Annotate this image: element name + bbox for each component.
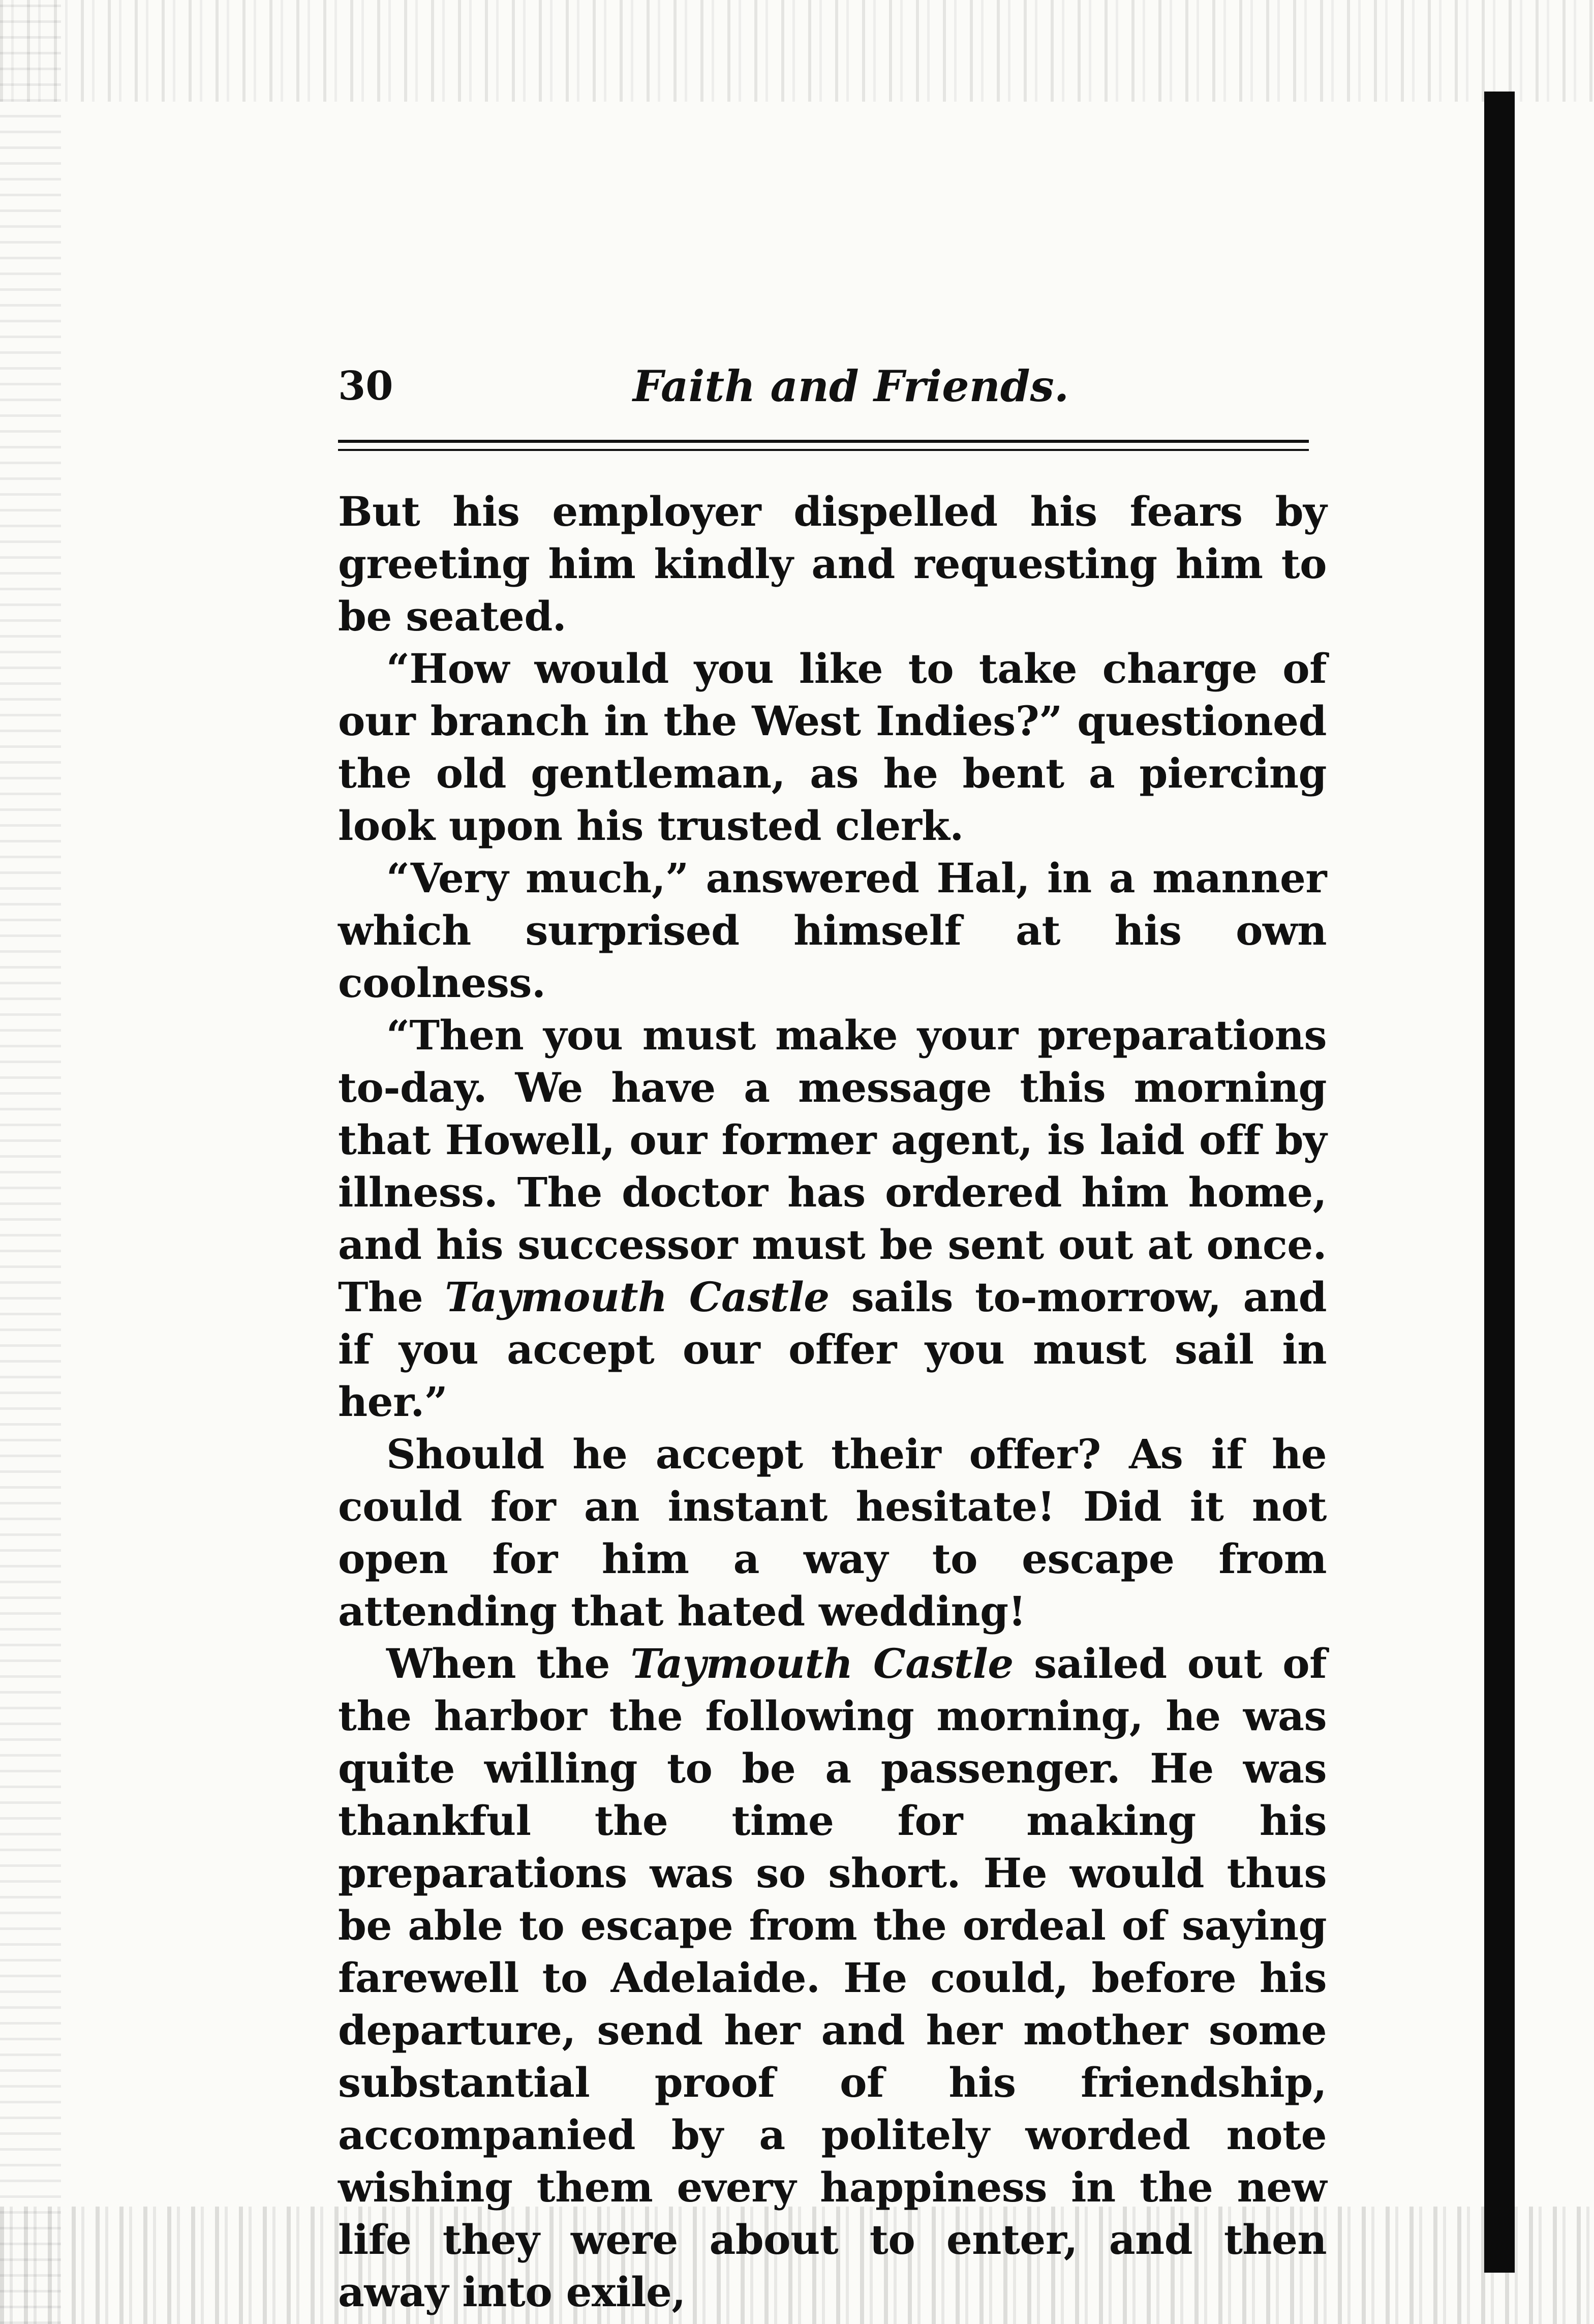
paragraph-5: Should he accept their offer? As if he could for an instant hesitate! Did it not open for him a way to escape from attending that hated wedding! [338, 1430, 1327, 1635]
header-double-rule [338, 440, 1309, 451]
running-head [338, 356, 1309, 417]
paragraph-6 [338, 1638, 1327, 2318]
ship-name: Taymouth Castle [445, 1273, 830, 1321]
paragraph-4 [338, 1009, 1327, 1428]
paragraph-6-text-a: When the [386, 1640, 631, 1687]
paragraph-3: “Very much,” answered Hal, in a manner which surprised himself at his own coolness. [338, 854, 1327, 1007]
paragraph-6-text-b: sailed out of the harbor the following morning, he was quite willing to be a passenger. He was thankful the time for making his preparations was so short. He would thus be able to escape from the ordeal of saying farewell to Adelaide. He could, before his departure, send her and her mother some substantial proof of his friendship, accompanied by a politely worded note wishing them every happiness in the new life they were about to enter, and then away into exile, [338, 1640, 1327, 2316]
paragraph-4-text-b: sails to-morrow, and if you accept our offer you must sail in her.” [338, 1273, 1327, 1426]
paragraph-2: “How would you like to take charge of our branch in the West Indies?” questioned the old gentleman, as he bent a piercing look upon his trusted clerk. [338, 645, 1327, 850]
paragraph-4-text-a: “Then you must make your preparations to-day. We have a message this morning that Howell, our former agent, is laid off by illness. The doctor has ordered him home, and his successor must be sent out at once. The [338, 1011, 1327, 1321]
binding-shadow [1484, 92, 1515, 2273]
page-number: 30 [338, 363, 393, 409]
ship-name: Taymouth Castle [630, 1640, 1014, 1687]
body-text [338, 486, 1327, 2318]
scan-noise-left [0, 0, 61, 2324]
running-title: Faith and Friends. [633, 361, 1069, 411]
scan-noise-top [0, 0, 1594, 102]
paragraph-1: But his employer dispelled his fears by greeting him kindly and requesting him to be seated. [338, 488, 1327, 640]
